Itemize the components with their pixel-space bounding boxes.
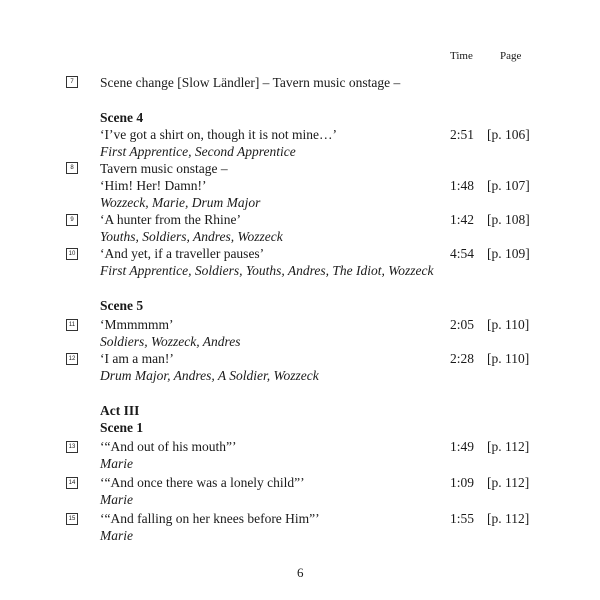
track-time: 2:51 bbox=[450, 127, 475, 142]
track-number: 15 bbox=[66, 513, 78, 525]
track-title: ‘“And once there was a lonely child”’ bbox=[100, 475, 305, 490]
track-time: 4:54 bbox=[450, 246, 475, 261]
track-page: [p. 107] bbox=[487, 178, 530, 193]
scene-heading: Scene 4 bbox=[100, 110, 144, 125]
scene-heading: Scene 1 bbox=[100, 420, 144, 435]
page-column-header: Page bbox=[500, 50, 522, 62]
time-column-header: Time bbox=[450, 50, 473, 62]
track-page: [p. 109] bbox=[487, 246, 530, 261]
track-cast: Drum Major, Andres, A Soldier, Wozzeck bbox=[100, 368, 319, 383]
track-page: [p. 110] bbox=[487, 317, 530, 332]
track-title: ‘Mmmmmm’ bbox=[100, 317, 174, 332]
track-title: ‘I’ve got a shirt on, though it is not mine…’ bbox=[100, 127, 337, 142]
track-title: ‘“And falling on her knees before Him”’ bbox=[100, 511, 320, 526]
track-title: ‘A hunter from the Rhine’ bbox=[100, 212, 241, 227]
track-page: [p. 112] bbox=[487, 439, 530, 454]
track-cast: Wozzeck, Marie, Drum Major bbox=[100, 195, 261, 210]
track-cast: Soldiers, Wozzeck, Andres bbox=[100, 334, 241, 349]
track-page: [p. 110] bbox=[487, 351, 530, 366]
track-cast: First Apprentice, Soldiers, Youths, Andres, The Idiot, Wozzeck bbox=[100, 263, 434, 278]
track-title: Tavern music onstage – bbox=[100, 161, 228, 176]
page-number: 6 bbox=[297, 565, 304, 580]
track-time: 2:05 bbox=[450, 317, 475, 332]
track-time: 1:09 bbox=[450, 475, 475, 490]
track-time: 1:48 bbox=[450, 178, 475, 193]
track-number: 11 bbox=[66, 319, 78, 331]
track-title: Scene change [Slow Ländler] – Tavern music onstage – bbox=[100, 75, 401, 90]
track-title: ‘And yet, if a traveller pauses’ bbox=[100, 246, 265, 261]
scene-heading: Scene 5 bbox=[100, 298, 144, 313]
track-number: 9 bbox=[66, 214, 78, 226]
track-number: 12 bbox=[66, 353, 78, 365]
track-cast: Marie bbox=[100, 528, 133, 543]
track-title: ‘“And out of his mouth”’ bbox=[100, 439, 237, 454]
act-heading: Act III bbox=[100, 403, 140, 418]
track-page: [p. 108] bbox=[487, 212, 530, 227]
track-title: ‘Him! Her! Damn!’ bbox=[100, 178, 207, 193]
track-cast: Marie bbox=[100, 492, 133, 507]
track-time: 1:42 bbox=[450, 212, 475, 227]
track-number: 14 bbox=[66, 477, 78, 489]
track-page: [p. 112] bbox=[487, 511, 530, 526]
track-number: 13 bbox=[66, 441, 78, 453]
track-page: [p. 112] bbox=[487, 475, 530, 490]
track-cast: First Apprentice, Second Apprentice bbox=[100, 144, 296, 159]
track-number: 10 bbox=[66, 248, 78, 260]
track-time: 2:28 bbox=[450, 351, 475, 366]
track-time: 1:49 bbox=[450, 439, 475, 454]
track-number: 8 bbox=[66, 162, 78, 174]
track-cast: Youths, Soldiers, Andres, Wozzeck bbox=[100, 229, 283, 244]
track-time: 1:55 bbox=[450, 511, 475, 526]
track-title: ‘I am a man!’ bbox=[100, 351, 174, 366]
track-cast: Marie bbox=[100, 456, 133, 471]
track-number: 7 bbox=[66, 76, 78, 88]
track-page: [p. 106] bbox=[487, 127, 530, 142]
